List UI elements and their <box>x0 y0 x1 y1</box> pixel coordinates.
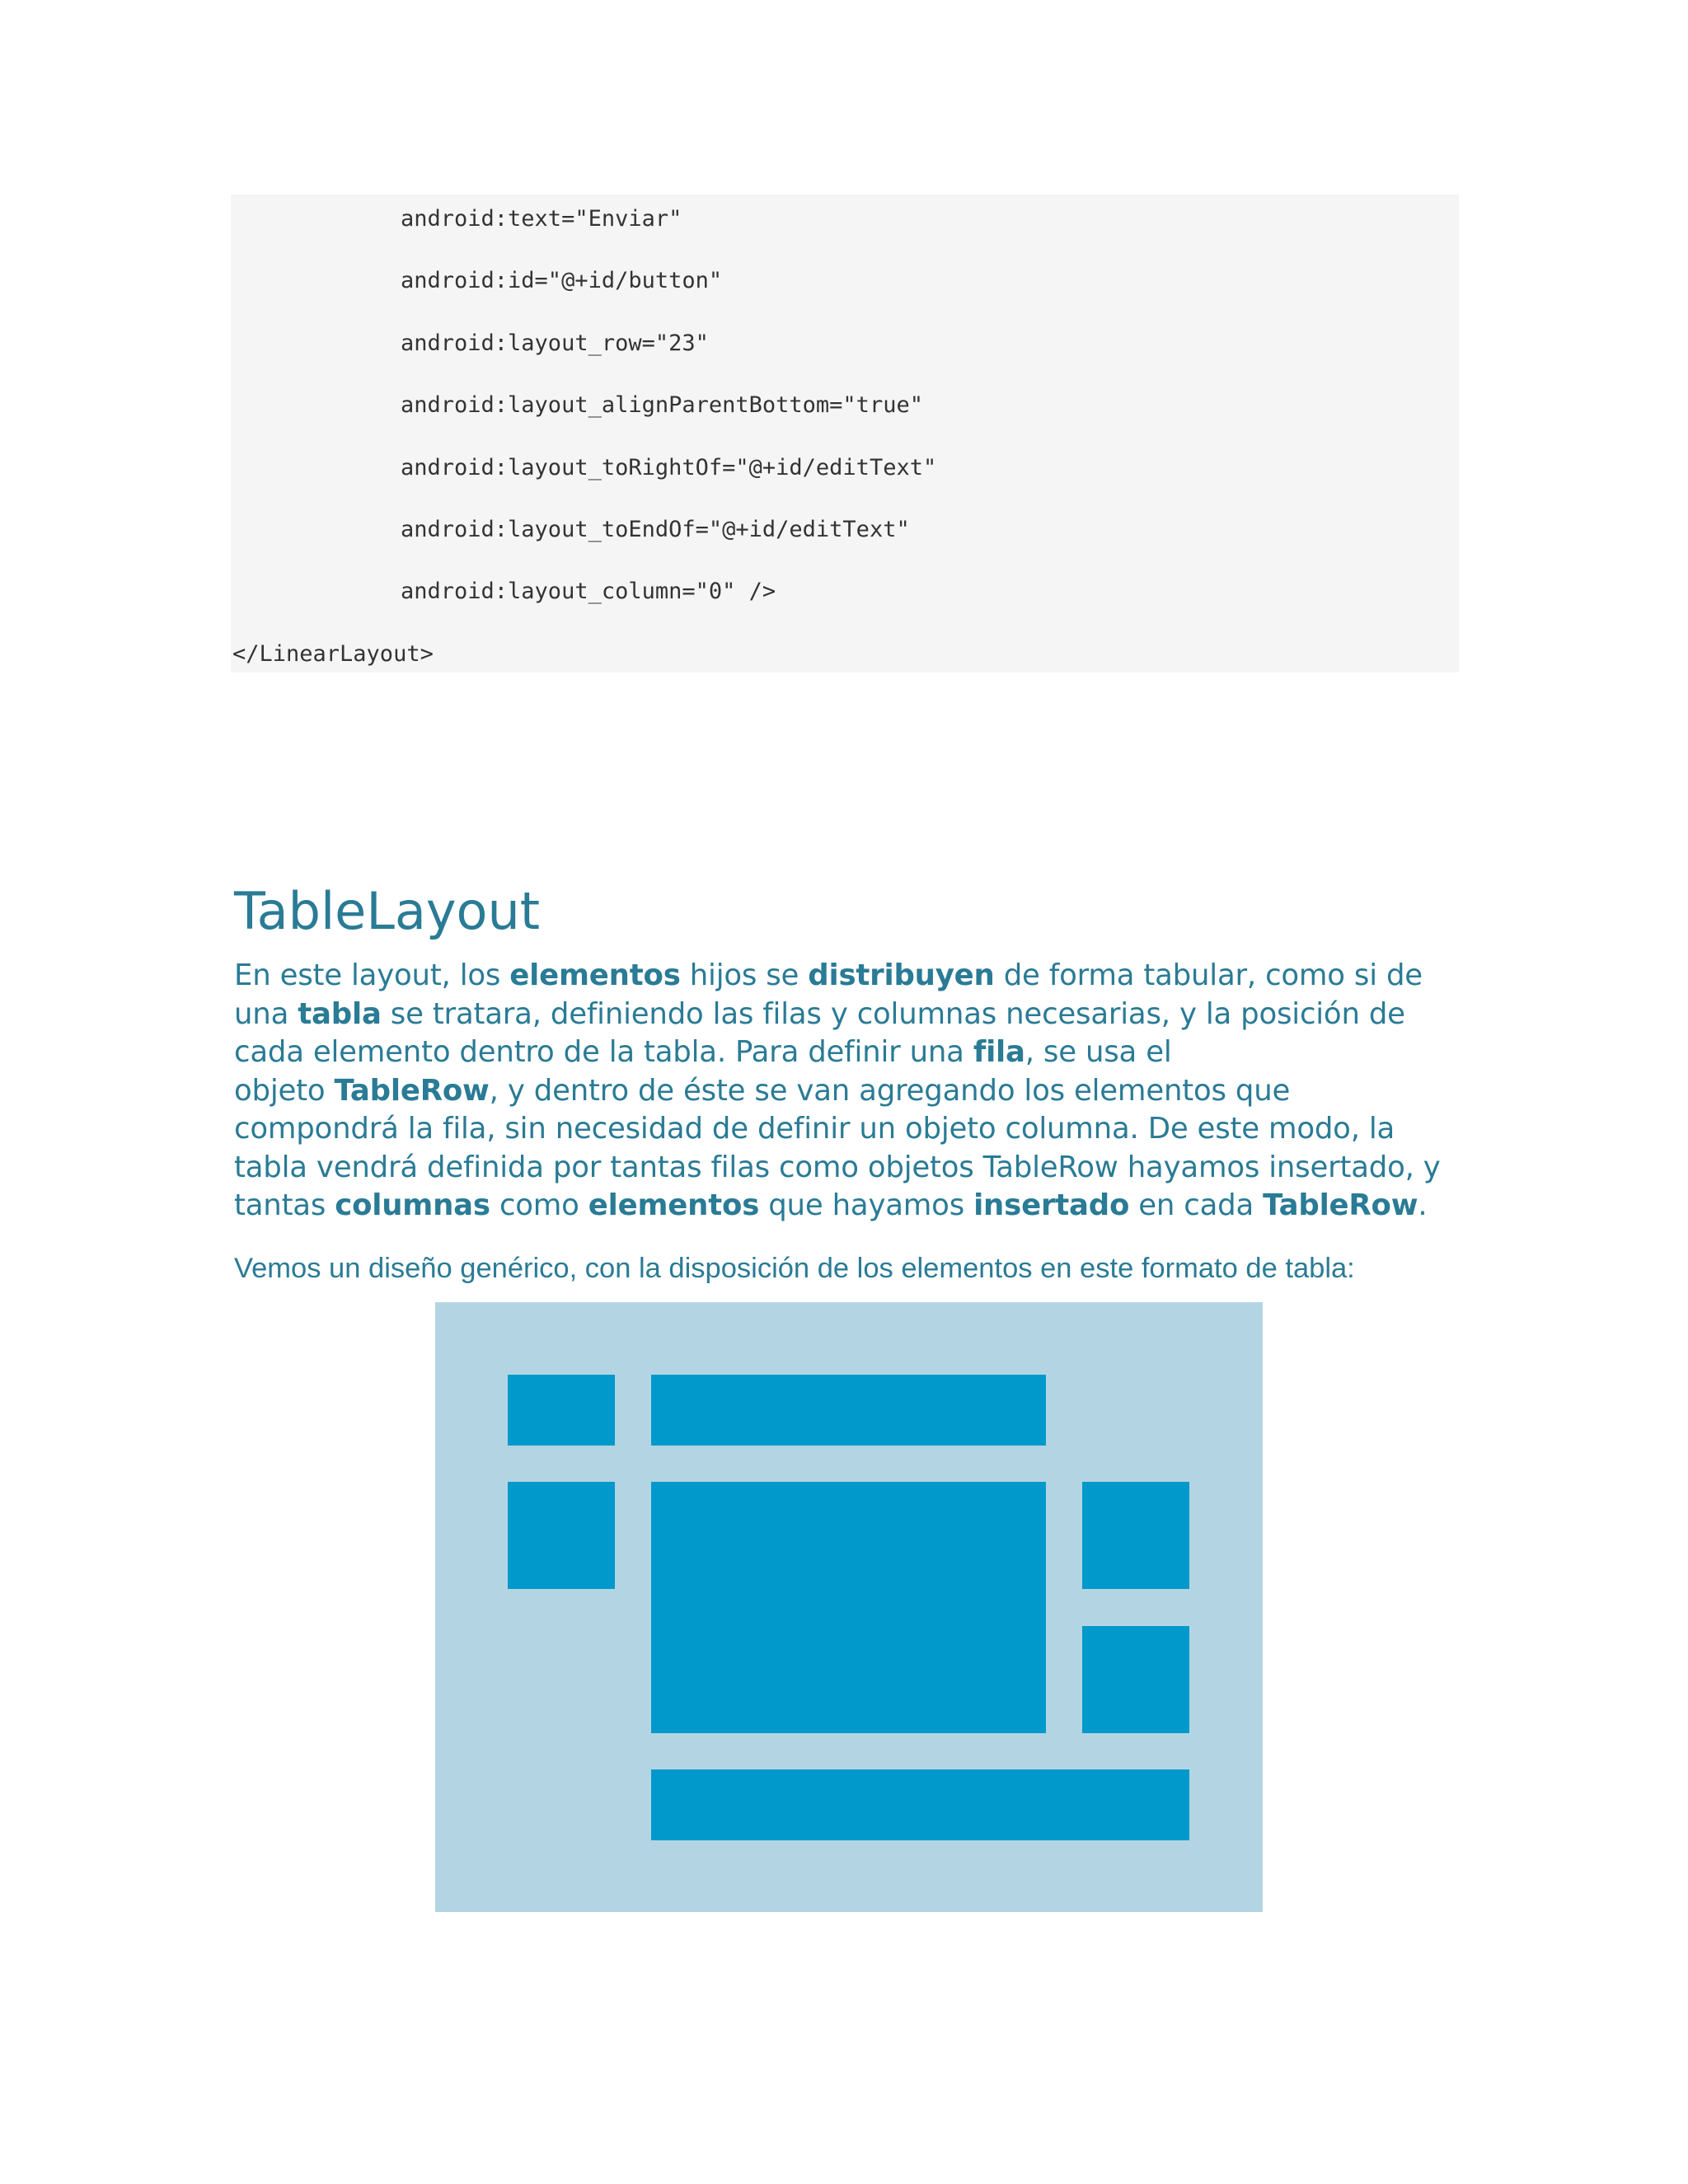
code-line: android:text="Enviar" <box>401 206 682 232</box>
code-line: android:layout_toRightOf="@+id/editText" <box>401 455 937 480</box>
cell-row1-col1 <box>508 1375 615 1446</box>
bold-term: TableRow <box>334 1073 490 1108</box>
cell-row2-col3 <box>1082 1482 1189 1589</box>
bold-term: insertado <box>973 1188 1130 1222</box>
cell-row3-col3 <box>1082 1626 1189 1733</box>
section-heading: TableLayout <box>234 881 541 941</box>
paragraph-line: tabla vendrá definida por tantas filas como objetos TableRow hayamos insertado, y <box>234 1150 1441 1184</box>
code-line: android:layout_column="0" /> <box>401 579 776 604</box>
code-line-closing-tag: </LinearLayout> <box>232 641 434 667</box>
bold-term: fila <box>973 1035 1025 1069</box>
bold-term: columnas <box>335 1188 490 1222</box>
code-line: android:layout_alignParentBottom="true" <box>401 392 923 418</box>
cell-row4-wide <box>651 1769 1189 1840</box>
paragraph-line: cada elemento dentro de la tabla. Para definir una fila, se usa el <box>234 1035 1172 1069</box>
code-line: android:layout_row="23" <box>401 330 709 356</box>
figure-caption: Vemos un diseño genérico, con la disposición de los elementos en este formato de tabla: <box>234 1253 1355 1284</box>
paragraph-line: compondrá la fila, sin necesidad de definir un objeto columna. De este modo, la <box>234 1112 1395 1146</box>
table-layout-diagram <box>435 1302 1263 1912</box>
paragraph-line: En este layout, los elementos hijos se distribuyen de forma tabular, como si de <box>234 958 1423 992</box>
bold-term: distribuyen <box>808 958 995 992</box>
bold-term: TableRow <box>1263 1188 1418 1222</box>
paragraph-line: objeto TableRow, y dentro de éste se van agregando los elementos que <box>234 1073 1291 1108</box>
paragraph-line: una tabla se tratara, definiendo las filas y columnas necesarias, y la posición de <box>234 996 1405 1031</box>
code-block <box>231 194 1459 673</box>
cell-row2-col2-large <box>651 1482 1046 1733</box>
paragraph-line: tantas columnas como elementos que hayamos insertado en cada TableRow. <box>234 1188 1428 1222</box>
cell-row2-col1 <box>508 1482 615 1589</box>
body-paragraph <box>234 957 1470 1226</box>
cell-row1-col2 <box>651 1375 1046 1446</box>
bold-term: elementos <box>509 958 681 992</box>
bold-term: tabla <box>298 996 382 1031</box>
code-line: android:id="@+id/button" <box>401 268 723 293</box>
bold-term: elementos <box>588 1188 760 1222</box>
code-line: android:layout_toEndOf="@+id/editText" <box>401 517 910 542</box>
